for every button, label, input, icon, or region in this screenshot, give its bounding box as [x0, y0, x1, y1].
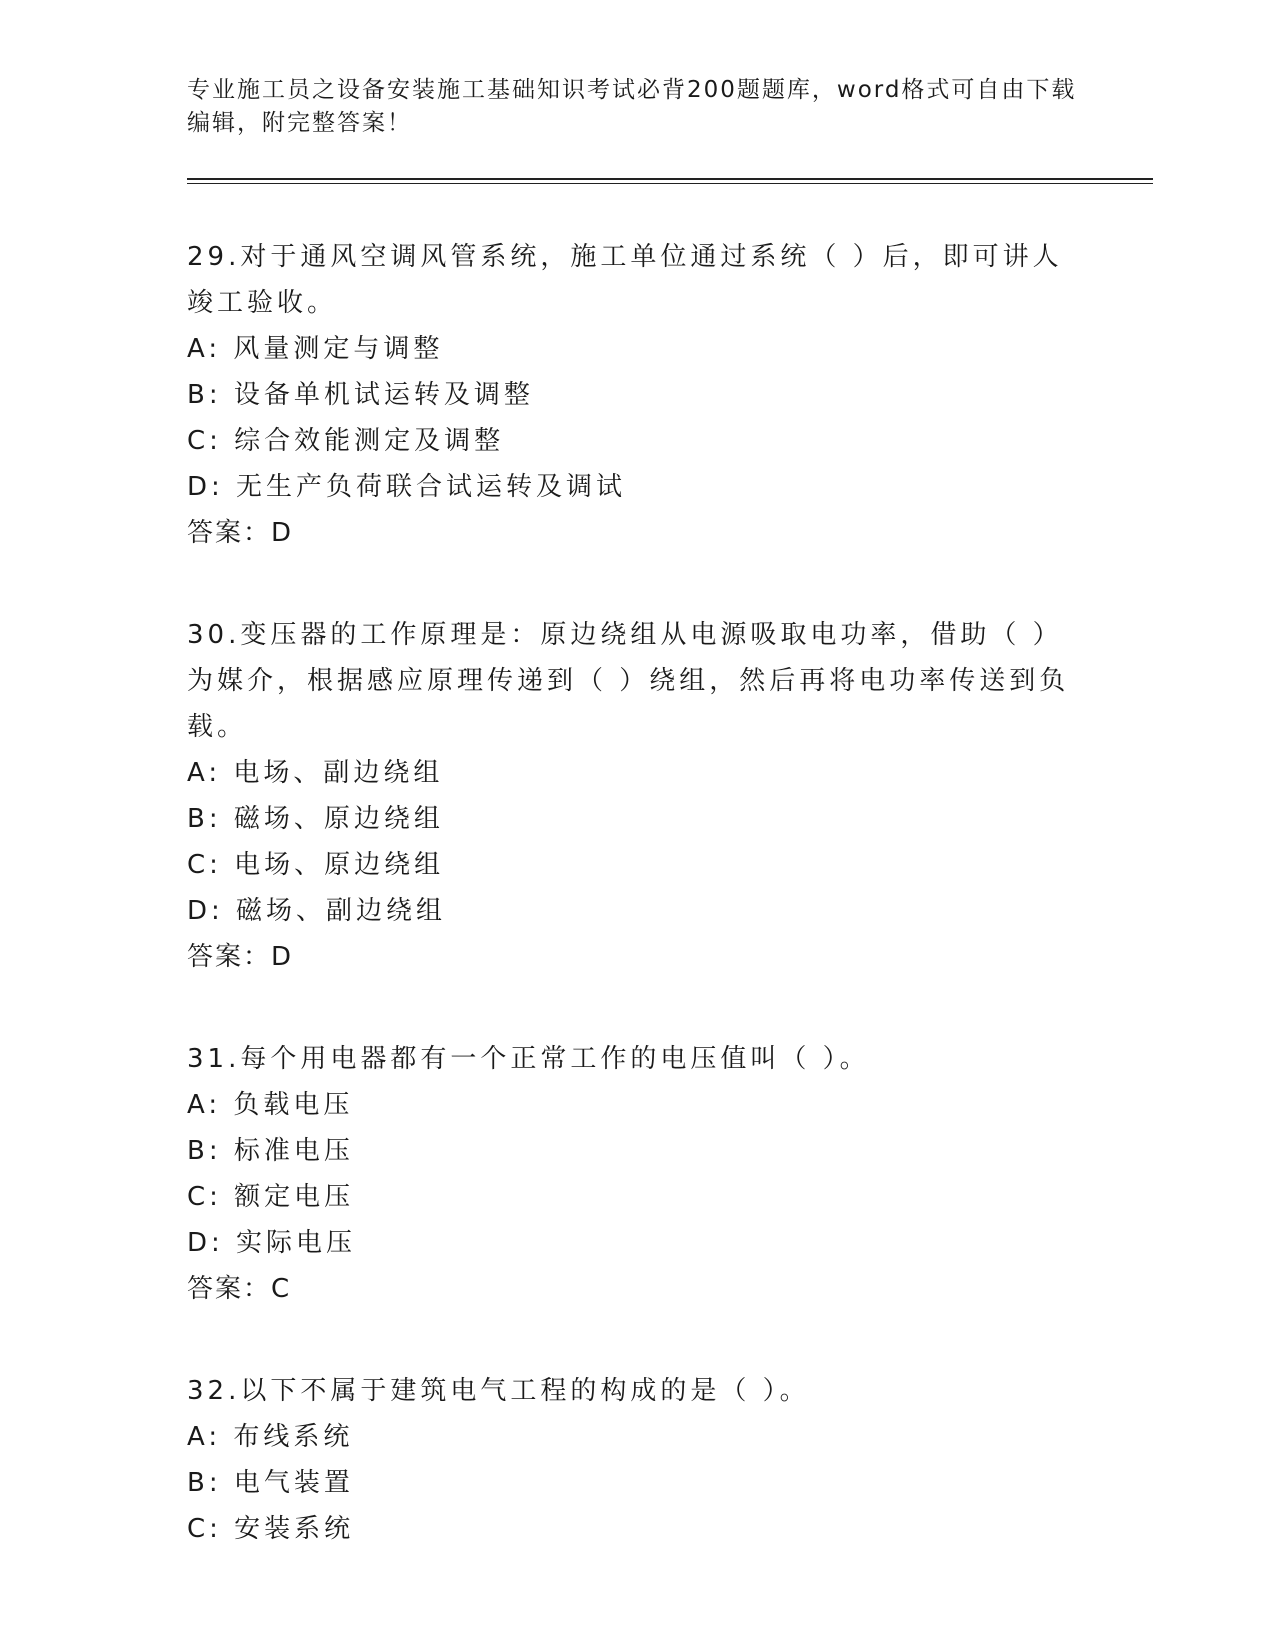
option-a: A: 布线系统 — [187, 1422, 354, 1452]
option-c: C: 综合效能测定及调整 — [187, 426, 505, 456]
question-29 — [187, 234, 1087, 556]
option-d: D: 磁场、副边绕组 — [187, 896, 447, 926]
option-d: D: 无生产负荷联合试运转及调试 — [187, 472, 627, 502]
option-c: C: 安装系统 — [187, 1514, 355, 1544]
option-b: B: 设备单机试运转及调整 — [187, 380, 534, 410]
option-b: B: 标准电压 — [187, 1136, 354, 1166]
option-a: A: 电场、副边绕组 — [187, 758, 444, 788]
option-c: C: 额定电压 — [187, 1182, 355, 1212]
question-stem: 30.变压器的工作原理是：原边绕组从电源吸取电功率，借助（ ）为媒介，根据感应原理传递到（ ）绕组，然后再将电功率传送到负载。 — [187, 620, 1070, 742]
header-line-2: 编辑，附完整答案！ — [187, 110, 412, 136]
option-d: D: 实际电压 — [187, 1228, 357, 1258]
answer: 答案：D — [187, 518, 294, 548]
question-32 — [187, 1368, 1087, 1552]
question-30 — [187, 612, 1087, 980]
document-header — [187, 74, 1087, 140]
option-c: C: 电场、原边绕组 — [187, 850, 445, 880]
header-line-1: 专业施工员之设备安装施工基础知识考试必背200题题库，word格式可自由下载 — [187, 77, 1077, 103]
option-b: B: 电气装置 — [187, 1468, 354, 1498]
question-31 — [187, 1036, 1087, 1312]
option-a: A: 风量测定与调整 — [187, 334, 444, 364]
question-stem: 29.对于通风空调风管系统，施工单位通过系统（ ）后，即可讲人竣工验收。 — [187, 242, 1063, 318]
option-a: A: 负载电压 — [187, 1090, 354, 1120]
question-stem: 31.每个用电器都有一个正常工作的电压值叫（ ）。 — [187, 1044, 870, 1074]
header-divider-thick — [187, 178, 1153, 180]
answer: 答案：C — [187, 1274, 292, 1304]
question-stem: 32.以下不属于建筑电气工程的构成的是（ ）。 — [187, 1376, 810, 1406]
header-divider-thin — [187, 183, 1153, 184]
option-b: B: 磁场、原边绕组 — [187, 804, 444, 834]
question-list — [187, 234, 1087, 1608]
answer: 答案：D — [187, 942, 294, 972]
